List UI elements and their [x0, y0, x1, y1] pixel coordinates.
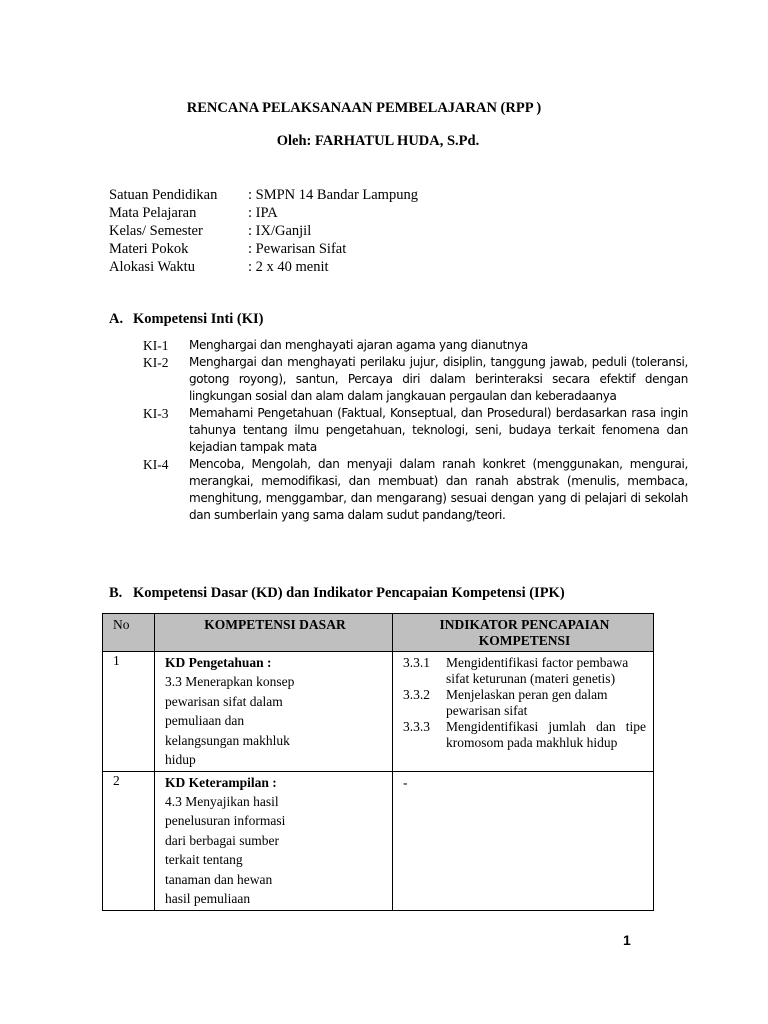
kd-title: KD Keterampilan :: [165, 774, 277, 790]
ki-list: [143, 337, 688, 524]
ki-code: KI-3: [143, 406, 169, 421]
ki-text: Memahami Pengetahuan (Faktual, Konseptual, dan Prosedural) berdasarkan rasa ingin tahunya tentang ilmu pengetahuan, teknologi, seni, budaya terkait fenomena dan kejadian tampak mata: [189, 406, 688, 454]
section-heading-ki: A. Kompetensi Inti (KI): [109, 311, 264, 327]
identity-row: [109, 258, 418, 276]
identity-block: [109, 186, 418, 276]
identity-value: : Pewarisan Sifat: [248, 241, 347, 257]
ki-item: [143, 405, 688, 456]
table-row: [103, 771, 654, 910]
ki-code: KI-4: [143, 457, 169, 472]
identity-value: : IX/Ganjil: [248, 223, 312, 239]
page-number: 1: [623, 932, 631, 948]
identity-row: [109, 222, 418, 240]
ki-text: Menghargai dan menghayati ajaran agama yang dianutnya: [189, 338, 528, 352]
header-kd: KOMPETENSI DASAR: [155, 614, 393, 652]
ki-text: Menghargai dan menghayati perilaku jujur, disiplin, tanggung jawab, peduli (toleransi, gotong royong), santun, Percaya diri dalam berinteraksi secara efektif dengan lingkungan sosial dan alam dalam jangkauan pergaulan dan keberadaanya: [189, 355, 688, 403]
cell-no: 2: [103, 771, 155, 910]
ki-item: [143, 456, 688, 524]
identity-label: Satuan Pendidikan: [109, 187, 218, 203]
identity-label: Kelas/ Semester: [109, 223, 203, 239]
identity-label: Mata Pelajaran: [109, 205, 197, 221]
header-ipk: INDIKATOR PENCAPAIAN KOMPETENSI: [393, 614, 654, 652]
ipk-item: 3.3.2 Menjelaskan peran gen dalam: [403, 687, 608, 702]
document-author: Oleh: FARHATUL HUDA, S.Pd.: [276, 133, 480, 149]
ki-item: [143, 337, 688, 354]
kd-title: KD Pengetahuan :: [165, 655, 272, 670]
kd-ipk-table: [102, 613, 654, 911]
table-header-row: [103, 614, 654, 652]
identity-row: [109, 240, 418, 258]
table-row: [103, 652, 654, 772]
ki-item: [143, 354, 688, 405]
cell-kd: KD Keterampilan : 4.3 Menyajikan hasil penelusuran informasi dari berbagai sumber terkait tentang tanaman dan hewan hasil pemuliaan: [155, 771, 393, 910]
identity-row: [109, 204, 418, 222]
cell-kd: KD Pengetahuan : 3.3 Menerapkan konsep pewarisan sifat dalam pemuliaan dan kelangsungan makhluk hidup: [155, 652, 393, 772]
ki-text: Mencoba, Mengolah, dan menyaji dalam ranah konkret (menggunakan, mengurai, merangkai, memodifikasi, dan membuat) dan ranah abstrak (menulis, membaca, menghitung, menggambar, dan mengarang) sesuai dengan yang di pelajari di sekolah dan sumberlain yang sama dalam sudut pandang/teori.: [189, 457, 688, 522]
identity-value: : 2 x 40 menit: [248, 259, 329, 275]
header-no: No: [103, 614, 155, 652]
identity-value: : IPA: [248, 205, 278, 221]
ipk-item: 3.3.1 Mengidentifikasi factor pembawa: [403, 655, 629, 670]
cell-ipk: 3.3.1 Mengidentifikasi factor pembawa sifat keturunan (materi genetis) 3.3.2 Menjelaskan peran gen dalam pewarisan sifat 3.3.3 Mengidentifikasi jumlah dan tipe kromosom pada makhluk hidup: [393, 652, 654, 772]
ki-code: KI-1: [143, 338, 169, 353]
cell-ipk: -: [393, 771, 654, 910]
document-title: RENCANA PELAKSANAAN PEMBELAJARAN (RPP ): [186, 100, 542, 116]
identity-value: : SMPN 14 Bandar Lampung: [248, 187, 418, 203]
identity-row: [109, 186, 418, 204]
identity-label: Materi Pokok: [109, 241, 189, 257]
ipk-item: 3.3.3 Mengidentifikasi jumlah dan tipe: [403, 719, 646, 734]
ki-code: KI-2: [143, 355, 169, 370]
identity-label: Alokasi Waktu: [109, 259, 195, 275]
section-heading-kd: B. Kompetensi Dasar (KD) dan Indikator Pencapaian Kompetensi (IPK): [109, 585, 565, 601]
cell-no: 1: [103, 652, 155, 772]
